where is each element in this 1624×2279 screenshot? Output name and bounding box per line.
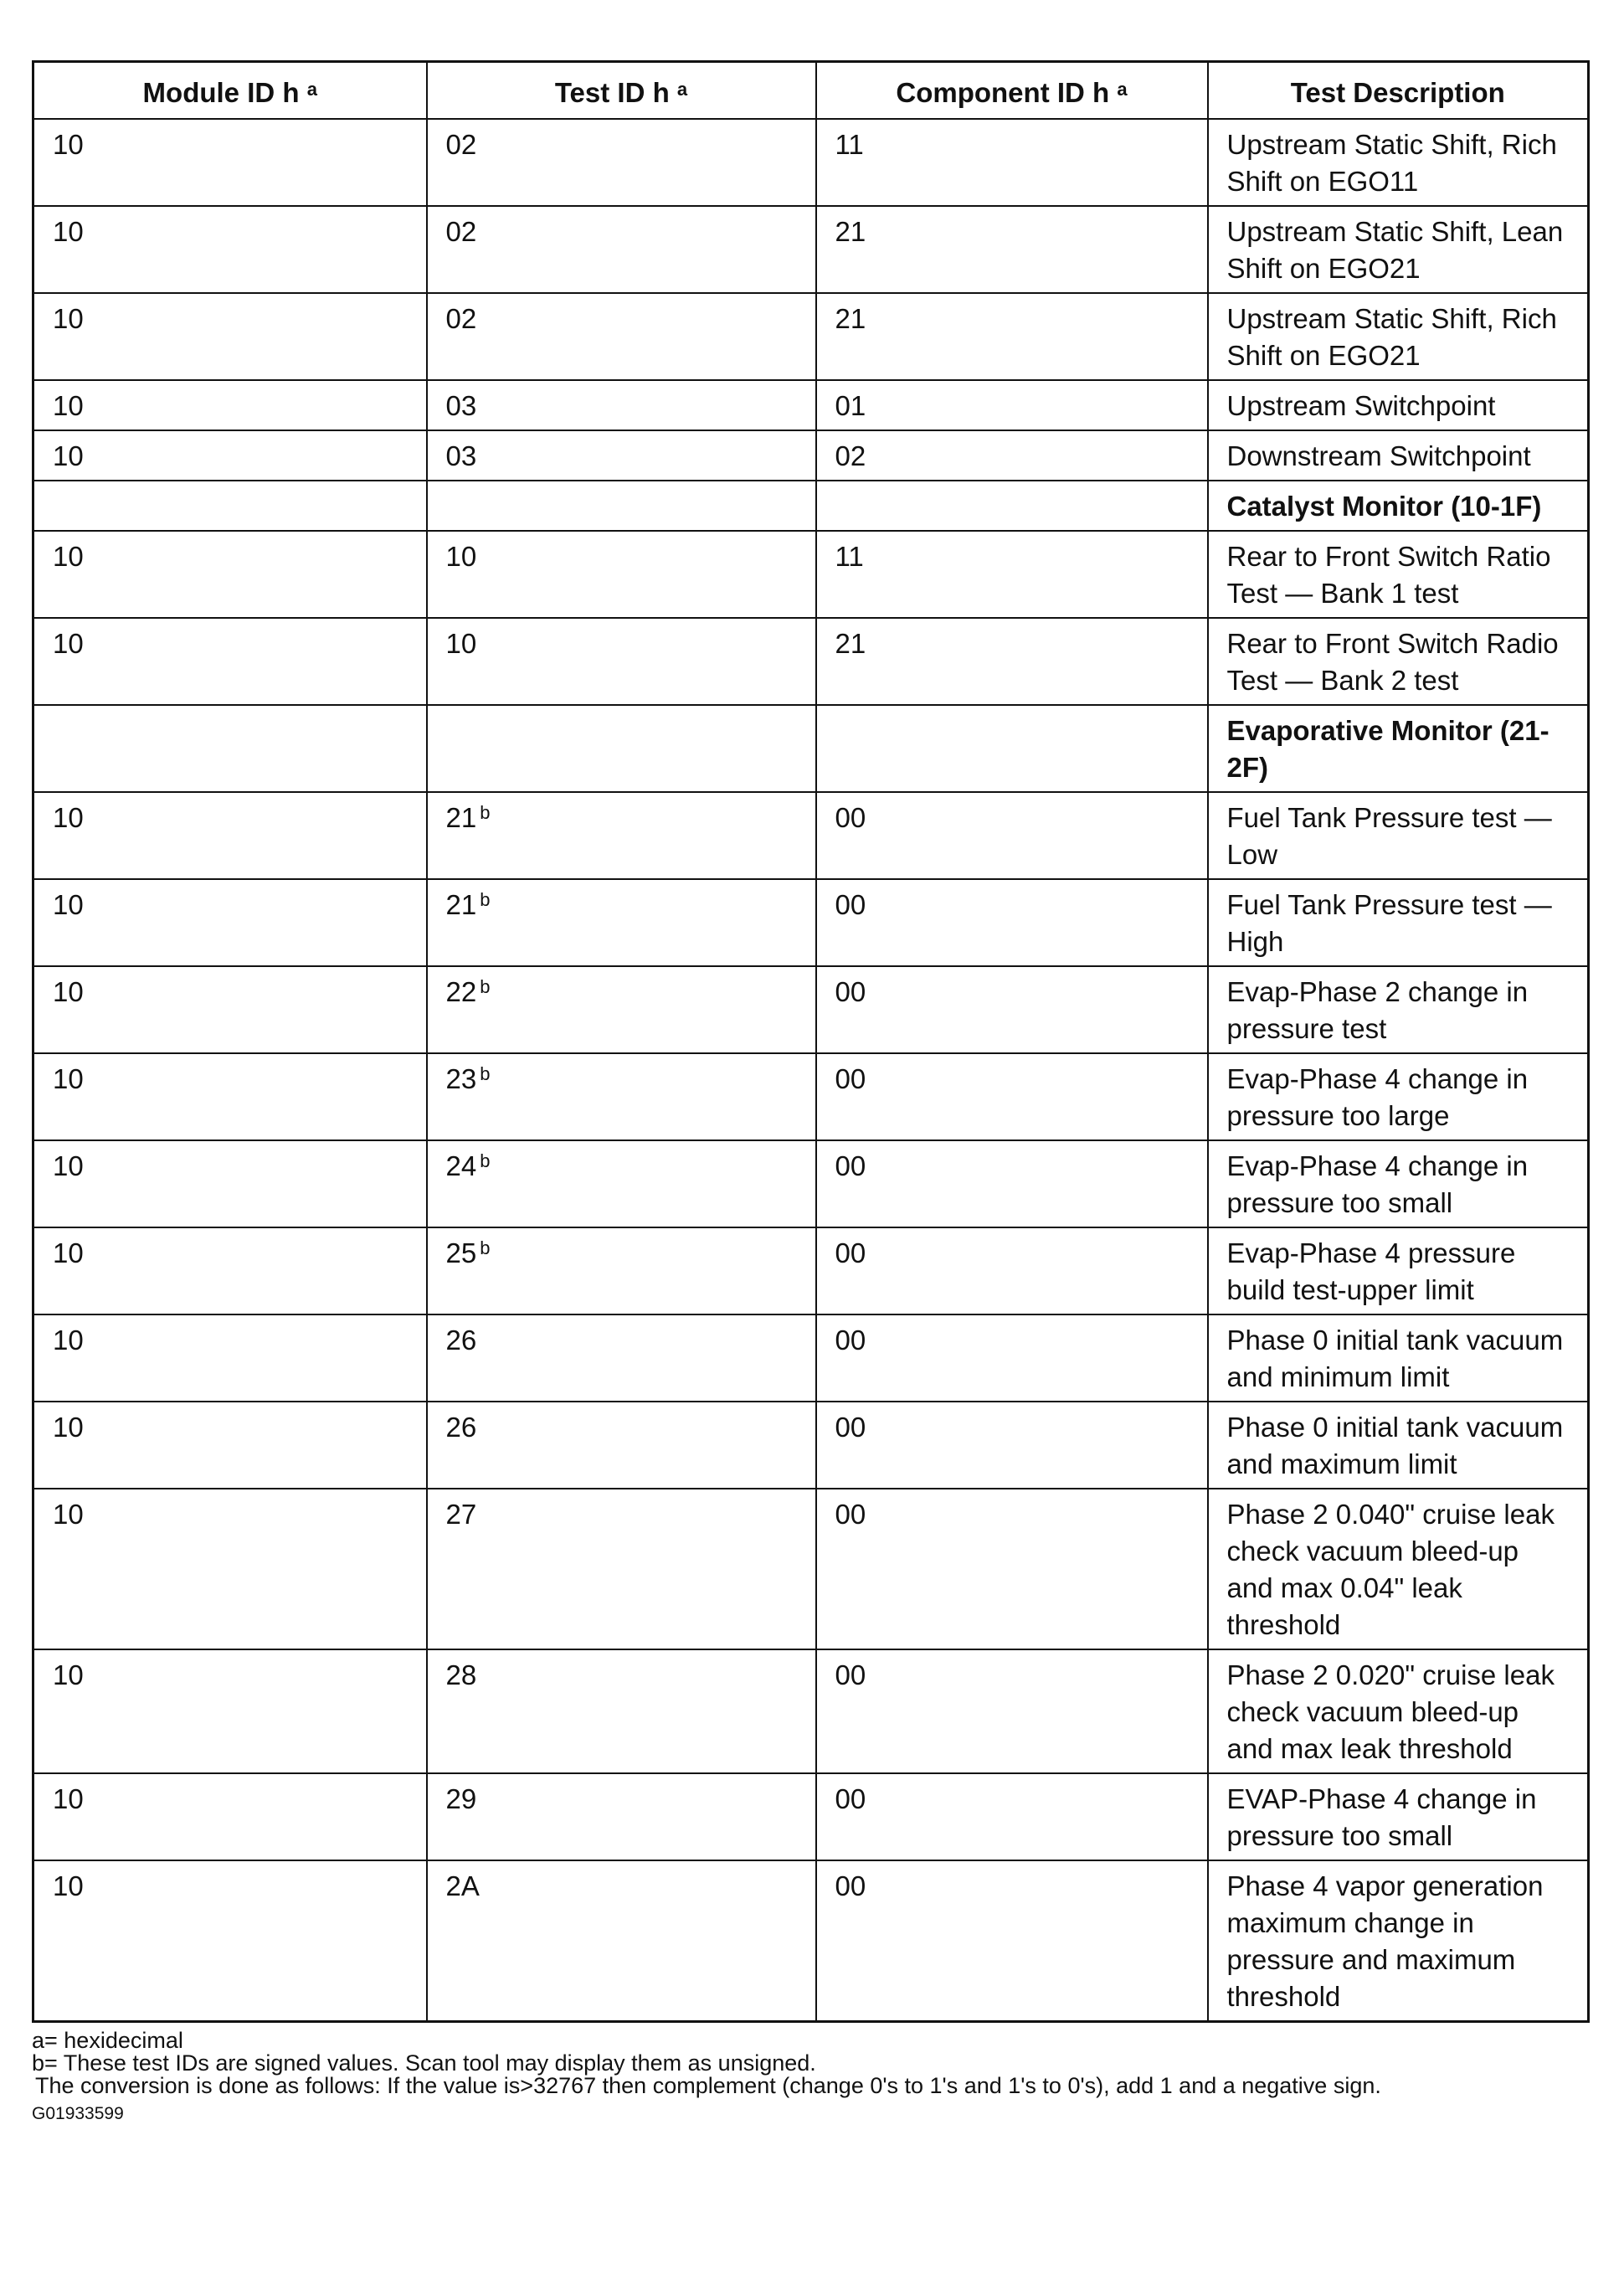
module-id-cell: 10 (33, 792, 427, 879)
table-row (33, 119, 1589, 206)
table-row (33, 430, 1589, 481)
description-cell: Phase 4 vapor generation maximum change in pressure and maximum threshold (1208, 1860, 1589, 2022)
component-id-cell: 00 (816, 1649, 1208, 1773)
component-id-cell (816, 705, 1208, 792)
description-cell: Fuel Tank Pressure test — High (1208, 879, 1589, 966)
test-id-cell: 27 (427, 1489, 816, 1649)
header-test-description: Test Description (1208, 62, 1589, 120)
test-id-cell: 21 $^b$ (427, 792, 816, 879)
table-row (33, 206, 1589, 293)
test-id-cell (427, 481, 816, 531)
component-id-cell: 00 (816, 1402, 1208, 1489)
component-id-cell: 00 (816, 1053, 1208, 1140)
component-id-cell: 00 (816, 1140, 1208, 1227)
component-id-cell: 21 (816, 206, 1208, 293)
test-id-cell: 10 (427, 531, 816, 618)
module-id-cell: 10 (33, 879, 427, 966)
footnote-a: a= hexidecimal (32, 2028, 183, 2053)
description-cell: Phase 2 0.020" cruise leak check vacuum bleed-up and max leak threshold (1208, 1649, 1589, 1773)
section-row (33, 705, 1589, 792)
component-id-cell: 01 (816, 380, 1208, 430)
table-row (33, 1402, 1589, 1489)
module-id-cell (33, 705, 427, 792)
table-row (33, 1649, 1589, 1773)
description-cell: Evap-Phase 4 change in pressure too small (1208, 1140, 1589, 1227)
footnote-conversion: The conversion is done as follows: If the value is>32767 then complement (change 0's to 1's and 1's to 0's), add 1 and a negative sign. (35, 2073, 1381, 2098)
description-cell: Rear to Front Switch Radio Test — Bank 2 test (1208, 618, 1589, 705)
component-id-cell: 02 (816, 430, 1208, 481)
monitor-test-table (32, 60, 1590, 2023)
component-id-cell (816, 481, 1208, 531)
description-cell: Catalyst Monitor (10-1F) (1208, 481, 1589, 531)
test-id-cell: 02 (427, 293, 816, 380)
table-row (33, 1489, 1589, 1649)
table-row (33, 1053, 1589, 1140)
description-cell: Upstream Static Shift, Rich Shift on EGO21 (1208, 293, 1589, 380)
module-id-cell: 10 (33, 1140, 427, 1227)
component-id-cell: 00 (816, 1314, 1208, 1402)
component-id-cell: 11 (816, 119, 1208, 206)
header-test-id: Test ID h $^a$ (427, 62, 816, 120)
test-id-cell: 22 $^b$ (427, 966, 816, 1053)
component-id-cell: 00 (816, 879, 1208, 966)
description-cell: Phase 2 0.040" cruise leak check vacuum bleed-up and max 0.04" leak threshold (1208, 1489, 1589, 1649)
table-row (33, 1314, 1589, 1402)
module-id-cell: 10 (33, 1649, 427, 1773)
component-id-cell: 00 (816, 1489, 1208, 1649)
table-row (33, 879, 1589, 966)
table-row (33, 531, 1589, 618)
header-module-id: Module ID h $^a$ (33, 62, 427, 120)
test-id-cell: 03 (427, 430, 816, 481)
test-id-cell: 28 (427, 1649, 816, 1773)
table-row (33, 293, 1589, 380)
module-id-cell (33, 481, 427, 531)
header-row (33, 62, 1589, 120)
description-cell: EVAP-Phase 4 change in pressure too small (1208, 1773, 1589, 1860)
test-id-cell: 25 $^b$ (427, 1227, 816, 1314)
table-row (33, 966, 1589, 1053)
module-id-cell: 10 (33, 1053, 427, 1140)
figure-code: G01933599 (32, 2104, 124, 2123)
description-cell: Upstream Static Shift, Lean Shift on EGO21 (1208, 206, 1589, 293)
test-id-cell: 24 $^b$ (427, 1140, 816, 1227)
table-row (33, 1140, 1589, 1227)
module-id-cell: 10 (33, 206, 427, 293)
module-id-cell: 10 (33, 1314, 427, 1402)
module-id-cell: 10 (33, 1773, 427, 1860)
component-id-cell: 21 (816, 618, 1208, 705)
module-id-cell: 10 (33, 293, 427, 380)
component-id-cell: 00 (816, 1773, 1208, 1860)
document (32, 60, 1587, 2125)
description-cell: Rear to Front Switch Ratio Test — Bank 1 test (1208, 531, 1589, 618)
module-id-cell: 10 (33, 1489, 427, 1649)
footnotes (32, 2029, 1587, 2125)
test-id-cell: 26 (427, 1314, 816, 1402)
footnote-b: b= These test IDs are signed values. Scan tool may display them as unsigned. (32, 2050, 816, 2076)
description-cell: Downstream Switchpoint (1208, 430, 1589, 481)
header-component-id: Component ID h $^a$ (816, 62, 1208, 120)
module-id-cell: 10 (33, 618, 427, 705)
module-id-cell: 10 (33, 430, 427, 481)
section-row (33, 481, 1589, 531)
component-id-cell: 00 (816, 966, 1208, 1053)
description-cell: Upstream Static Shift, Rich Shift on EGO11 (1208, 119, 1589, 206)
module-id-cell: 10 (33, 1227, 427, 1314)
table-row (33, 1227, 1589, 1314)
test-id-cell: 2A (427, 1860, 816, 2022)
module-id-cell: 10 (33, 1402, 427, 1489)
test-id-cell: 21 $^b$ (427, 879, 816, 966)
table-row (33, 1860, 1589, 2022)
module-id-cell: 10 (33, 380, 427, 430)
description-cell: Upstream Switchpoint (1208, 380, 1589, 430)
test-id-cell: 29 (427, 1773, 816, 1860)
module-id-cell: 10 (33, 1860, 427, 2022)
description-cell: Phase 0 initial tank vacuum and minimum limit (1208, 1314, 1589, 1402)
module-id-cell: 10 (33, 531, 427, 618)
component-id-cell: 21 (816, 293, 1208, 380)
test-id-cell: 03 (427, 380, 816, 430)
test-id-cell: 02 (427, 119, 816, 206)
description-cell: Evap-Phase 4 pressure build test-upper limit (1208, 1227, 1589, 1314)
module-id-cell: 10 (33, 966, 427, 1053)
table-row (33, 1773, 1589, 1860)
component-id-cell: 00 (816, 792, 1208, 879)
test-id-cell: 26 (427, 1402, 816, 1489)
description-cell: Phase 0 initial tank vacuum and maximum limit (1208, 1402, 1589, 1489)
table-row (33, 792, 1589, 879)
test-id-cell: 02 (427, 206, 816, 293)
description-cell: Evaporative Monitor (21-2F) (1208, 705, 1589, 792)
component-id-cell: 00 (816, 1227, 1208, 1314)
module-id-cell: 10 (33, 119, 427, 206)
description-cell: Fuel Tank Pressure test — Low (1208, 792, 1589, 879)
component-id-cell: 11 (816, 531, 1208, 618)
test-id-cell: 10 (427, 618, 816, 705)
test-id-cell (427, 705, 816, 792)
description-cell: Evap-Phase 4 change in pressure too large (1208, 1053, 1589, 1140)
table-row (33, 618, 1589, 705)
table-row (33, 380, 1589, 430)
component-id-cell: 00 (816, 1860, 1208, 2022)
test-id-cell: 23 $^b$ (427, 1053, 816, 1140)
description-cell: Evap-Phase 2 change in pressure test (1208, 966, 1589, 1053)
